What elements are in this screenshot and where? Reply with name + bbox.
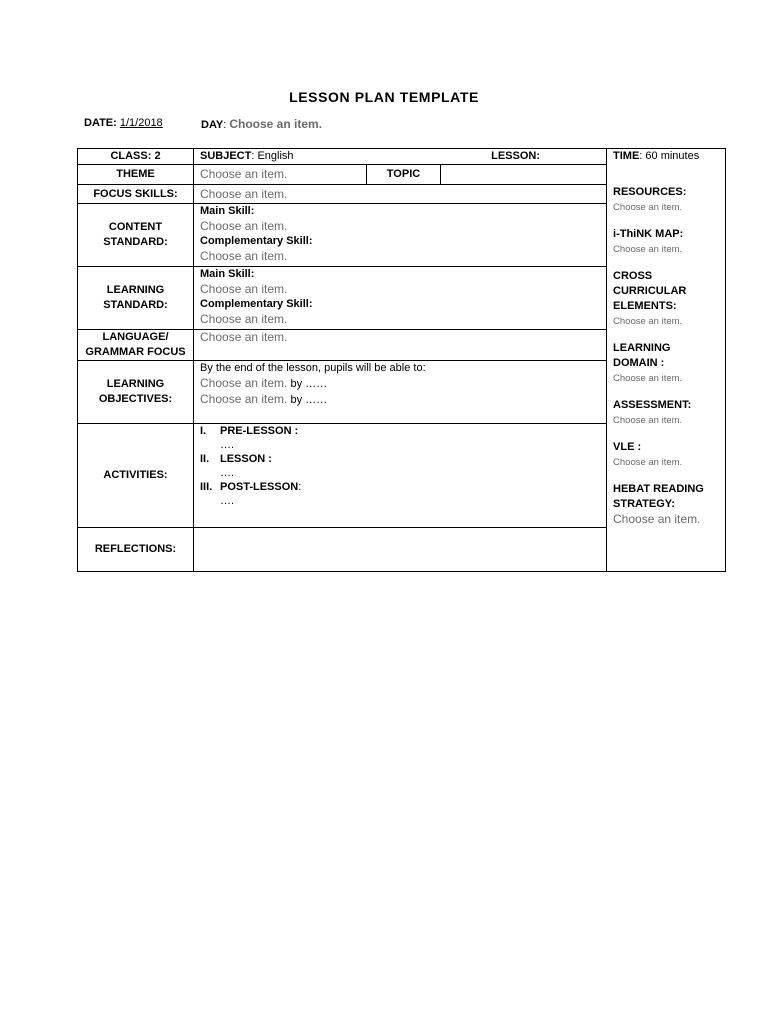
content-standard-cell xyxy=(194,204,607,267)
learning-objectives-label: LEARNING OBJECTIVES: xyxy=(78,361,194,424)
document-title: LESSON PLAN TEMPLATE xyxy=(289,89,479,105)
content-main-skill-label: Main Skill: xyxy=(200,205,255,217)
subject-value[interactable]: : English xyxy=(251,150,294,162)
lesson-plan-table xyxy=(77,148,726,572)
day-field xyxy=(201,117,322,131)
assessment-label: ASSESSMENT: xyxy=(613,399,692,411)
subject-label: SUBJECT xyxy=(200,150,252,162)
focus-skills-label: FOCUS SKILLS: xyxy=(78,185,194,204)
hebat-dropdown[interactable]: Choose an item. xyxy=(613,512,701,526)
learning-standard-cell xyxy=(194,267,607,330)
cross-curricular-dropdown[interactable]: Choose an item. xyxy=(613,316,683,327)
learning-domain-dropdown[interactable]: Choose an item. xyxy=(613,373,683,384)
objective-2-dropdown[interactable]: Choose an item. xyxy=(200,392,288,406)
content-main-skill-dropdown[interactable]: Choose an item. xyxy=(200,219,288,233)
objective-1-dropdown[interactable]: Choose an item. xyxy=(200,376,288,390)
hebat-label-1: HEBAT READING xyxy=(613,483,704,495)
learning-objectives-cell xyxy=(194,361,607,424)
cross-curricular-label-1: CROSS xyxy=(613,270,653,282)
learning-standard-label: LEARNING STANDARD: xyxy=(78,267,194,330)
learning-domain-label-2: DOMAIN : xyxy=(613,357,665,369)
ithink-dropdown[interactable]: Choose an item. xyxy=(613,244,683,255)
assessment-dropdown[interactable]: Choose an item. xyxy=(613,415,683,426)
date-value[interactable]: 1/1/2018 xyxy=(119,117,163,129)
objective-1-suffix: by …… xyxy=(287,378,328,390)
theme-label: THEME xyxy=(78,165,194,185)
cross-curricular-label-2: CURRICULAR xyxy=(613,285,687,297)
day-dropdown[interactable]: Choose an item. xyxy=(229,117,323,131)
theme-dropdown[interactable]: Choose an item. xyxy=(194,165,367,185)
topic-label: TOPIC xyxy=(367,165,441,185)
time-value[interactable]: : 60 minutes xyxy=(639,150,700,162)
activities-cell xyxy=(194,424,607,528)
date-label: DATE: xyxy=(84,117,117,129)
activity-item: III. POST-LESSON : xyxy=(200,481,302,493)
resources-dropdown[interactable]: Choose an item. xyxy=(613,202,683,213)
vle-label: VLE : xyxy=(613,441,642,453)
subject-cell xyxy=(194,149,607,165)
activity-item: I. PRE-LESSON : xyxy=(200,425,299,437)
learning-comp-skill-label: Complementary Skill: xyxy=(200,298,313,310)
cross-curricular-label-3: ELEMENTS: xyxy=(613,300,677,312)
sidebar-cell xyxy=(607,149,726,572)
resources-label: RESOURCES: xyxy=(613,186,687,198)
day-separator: : xyxy=(223,119,227,131)
activity-detail[interactable]: …. xyxy=(220,467,235,479)
learning-main-skill-dropdown[interactable]: Choose an item. xyxy=(200,282,288,296)
reflections-field[interactable] xyxy=(194,528,607,572)
lesson-label: LESSON: xyxy=(491,150,541,162)
activities-list xyxy=(200,424,600,508)
activity-item: II. LESSON : xyxy=(200,453,272,465)
content-comp-skill-label: Complementary Skill: xyxy=(200,235,313,247)
class-cell: CLASS: 2 xyxy=(78,149,194,165)
day-label: DAY xyxy=(201,119,224,131)
language-grammar-dropdown[interactable]: Choose an item. xyxy=(194,330,607,361)
activity-detail[interactable]: …. xyxy=(220,439,235,451)
topic-field[interactable] xyxy=(441,165,607,185)
time-label: TIME xyxy=(613,150,640,162)
learning-main-skill-label: Main Skill: xyxy=(200,268,255,280)
activities-label: ACTIVITIES: xyxy=(78,424,194,528)
language-grammar-label: LANGUAGE/ GRAMMAR FOCUS xyxy=(78,330,194,361)
content-comp-skill-dropdown[interactable]: Choose an item. xyxy=(200,249,288,263)
ithink-label: i-ThiNK MAP: xyxy=(613,228,684,240)
content-standard-label: CONTENT STANDARD: xyxy=(78,204,194,267)
learning-domain-label-1: LEARNING xyxy=(613,342,671,354)
hebat-label-2: STRATEGY: xyxy=(613,498,675,510)
focus-skills-dropdown[interactable]: Choose an item. xyxy=(194,185,607,204)
objectives-intro: By the end of the lesson, pupils will be able to: xyxy=(200,362,426,374)
learning-comp-skill-dropdown[interactable]: Choose an item. xyxy=(200,312,288,326)
reflections-label: REFLECTIONS: xyxy=(78,528,194,572)
date-field xyxy=(84,117,163,129)
activity-detail[interactable]: …. xyxy=(220,495,235,507)
vle-dropdown[interactable]: Choose an item. xyxy=(613,457,683,468)
objective-2-suffix: by …… xyxy=(287,394,328,406)
